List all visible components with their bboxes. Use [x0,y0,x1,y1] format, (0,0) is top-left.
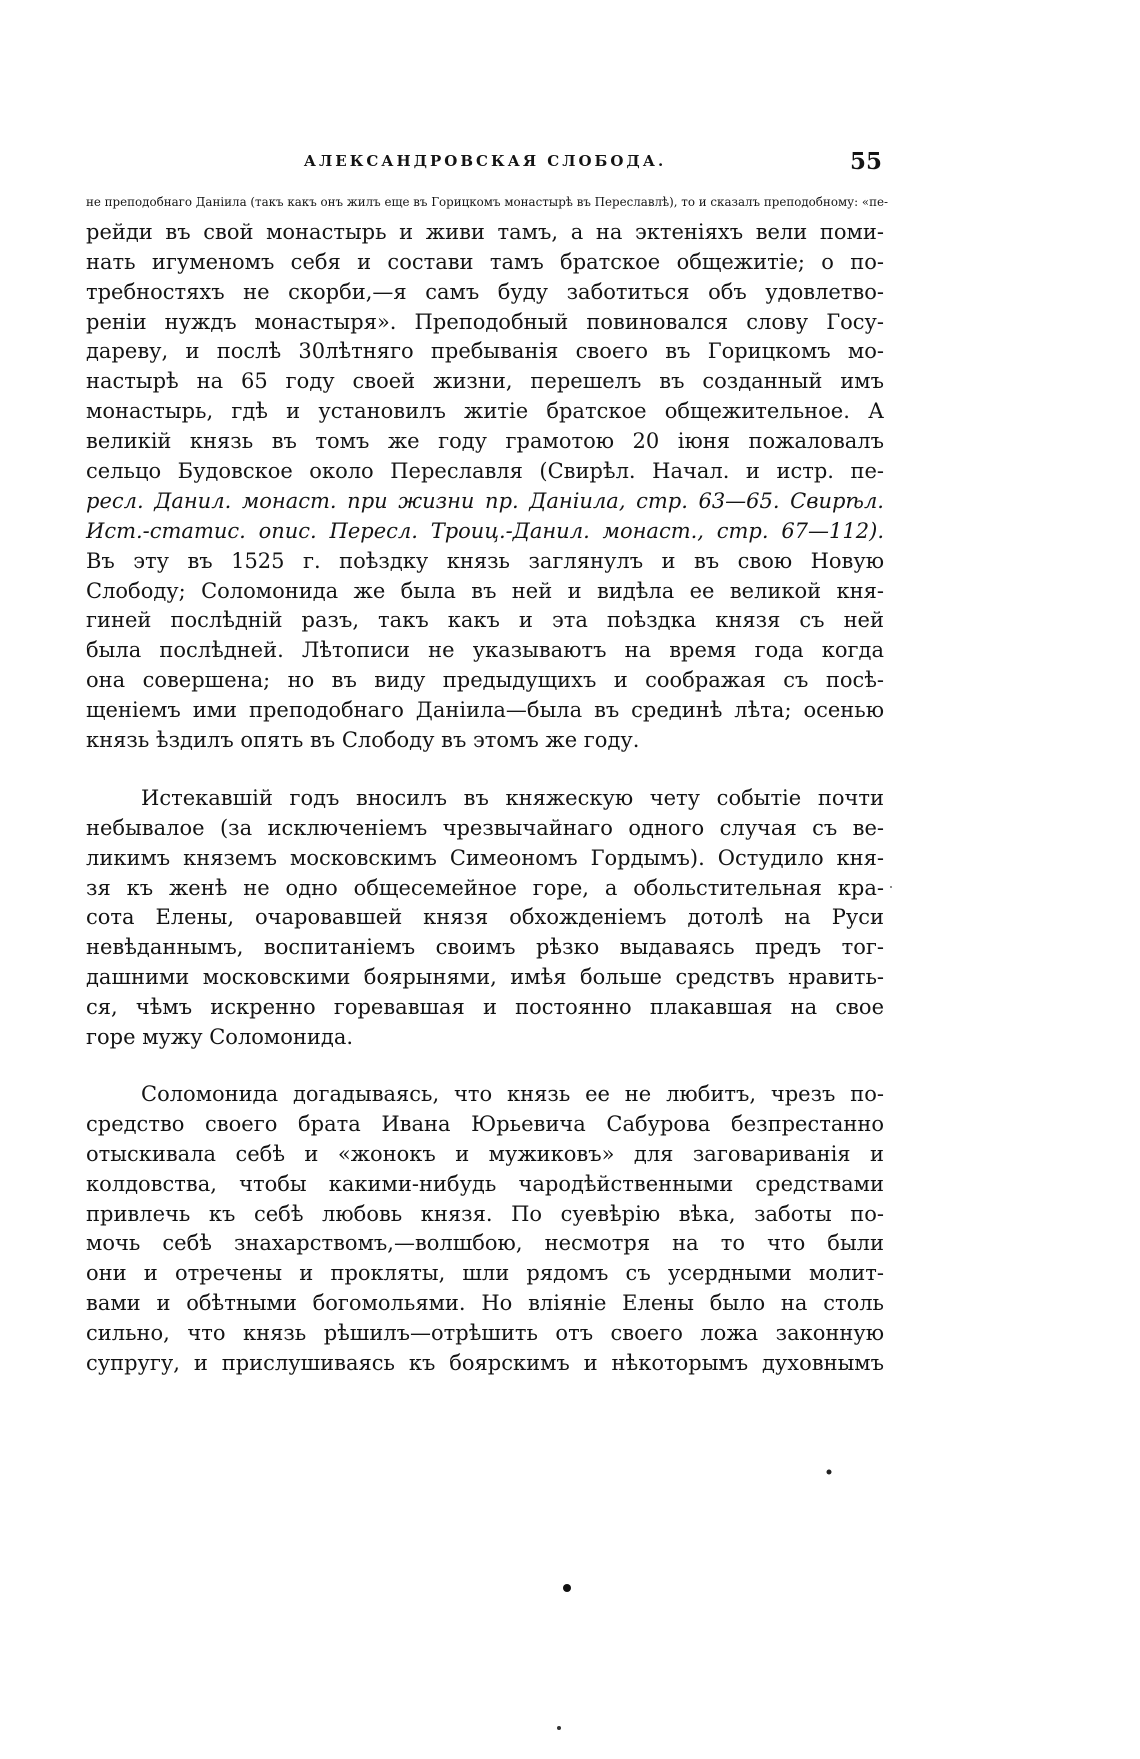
text-line: ликимъ княземъ московскимъ Симеономъ Гордымъ). Остудило кня- [86,845,884,870]
text-line: дашними московскими боярынями, имѣя больше средствъ нравить- [86,965,884,990]
text-line: ся, чѣмъ искренно горевавшая и постоянно плакавшая на свое [86,995,884,1020]
running-title: АЛЕКСАНДРОВСКАЯ СЛОБОДА. [303,152,667,170]
scan-speck [563,1584,571,1592]
text-line: колдовства, чтобы какими-нибудь чародѣйственными средствами [86,1171,884,1196]
text-line: мочь себѣ знахарствомъ,—волшбою, несмотря на то что были [86,1231,884,1256]
page-number: 55 [849,148,882,175]
text-line: Въ эту въ 1525 г. поѣздку князь заглянулъ и въ свою Новую [86,548,884,573]
text-line: сильно, что князь рѣшилъ—отрѣшить отъ своего ложа законную [86,1321,884,1346]
text-line: Ист.-статис. опис. Пересл. Троиц.-Данил. монаст., стр. 67—112). [86,518,884,543]
text-line: она совершена; но въ виду предыдущихъ и соображая съ посѣ- [86,668,884,693]
text-line: горе мужу Соломонида. [86,1025,354,1050]
text-line: ресл. Данил. монаст. при жизни пр. Даніила, стр. 63—65. Свирѣл. [86,488,884,513]
text-line: гиней послѣдній разъ, такъ какъ и эта поѣздка князя съ ней [86,608,884,633]
text-line: была послѣдней. Лѣтописи не указываютъ на время года когда [86,638,884,663]
text-line: требностяхъ не скорби,—я самъ буду заботиться объ удовлетво- [86,279,884,304]
text-line: настырѣ на 65 году своей жизни, перешелъ въ созданный имъ [86,369,884,394]
text-line: щеніемъ ими преподобнаго Даніила—была въ срединѣ лѣта; осенью [86,698,884,723]
text-line: невѣданнымъ, воспитаніемъ своимъ рѣзко выдаваясь предъ тог- [86,935,884,960]
scan-speck [827,1470,832,1475]
text-line: не преподобнаго Даніила (такъ какъ онъ жилъ еще въ Горицкомъ монастырѣ въ Переславлѣ), то и сказалъ преподобному: «пе- [86,195,889,209]
text-line: зя къ женѣ не одно общесемейное горе, а обольстительная кра- [86,875,884,900]
text-line: рейди въ свой монастырь и живи тамъ, а на эктеніяхъ вели поми- [86,219,884,244]
text-line: монастырь, гдѣ и установилъ житіе братское общежительное. А [86,399,884,424]
text-line: они и отречены и прокляты, шли рядомъ съ усердными молит- [86,1261,884,1286]
text-line: привлечь къ себѣ любовь князя. По суевѣрію вѣка, заботы по- [86,1201,884,1226]
text-line: нать игуменомъ себя и состави тамъ братское общежитіе; о по- [86,249,884,274]
text-line: сельцо Будовское около Переславля (Свирѣл. Начал. и истр. пе- [86,459,884,484]
text-line: реніи нуждъ монастыря». Преподобный повиновался слову Госу- [86,309,884,334]
text-line: сота Елены, очаровавшей князя обхожденіемъ дотолѣ на Руси [86,905,884,930]
text-line: средство своего брата Ивана Юрьевича Сабурова безпрестанно [86,1111,884,1136]
text-line: супругу, и прислушиваясь къ боярскимъ и нѣкоторымъ духовнымъ [86,1350,884,1375]
text-line: небывалое (за исключеніемъ чрезвычайнаго одного случая съ ве- [86,815,884,840]
scan-speck [890,886,892,888]
text-line: дареву, и послѣ 30лѣтняго пребыванія своего въ Горицкомъ мо- [86,339,884,364]
text-line: Слободу; Соломонида же была въ ней и видѣла ее великой кня- [86,578,884,603]
scan-speck [557,1726,561,1730]
text-line: отыскивала себѣ и «жонокъ и мужиковъ» для заговариванія и [86,1141,884,1166]
text-line: князь ѣздилъ опять въ Слободу въ этомъ же году. [86,728,640,753]
text-line: великій князь въ томъ же году грамотою 20 іюня пожаловалъ [86,429,884,454]
text-line: Соломонида догадываясь, что князь ее не любитъ, чрезъ по- [141,1081,884,1106]
text-line: Истекавшій годъ вносилъ въ княжескую чету событіе почти [141,785,884,810]
text-line: вами и обѣтными богомольями. Но вліяніе Елены было на столь [86,1291,884,1316]
